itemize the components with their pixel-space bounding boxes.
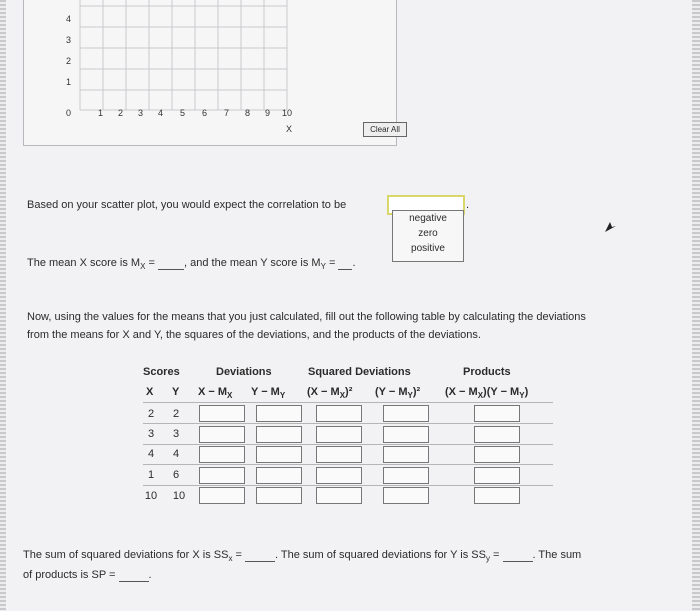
x-deviation-input[interactable] xyxy=(199,446,245,463)
cell-y: 3 xyxy=(172,428,180,440)
x-deviation-input[interactable] xyxy=(199,487,245,504)
mean-y-input[interactable] xyxy=(338,257,352,270)
y-squared-input[interactable] xyxy=(383,446,429,463)
y-deviation-input[interactable] xyxy=(256,405,302,422)
x-tick-label: 6 xyxy=(202,108,208,118)
x-tick-label: 4 xyxy=(158,108,164,118)
correlation-options xyxy=(392,210,464,262)
mean-x-text: The mean X score is M xyxy=(27,257,141,269)
col-y-dev-label: Y − M xyxy=(251,386,280,398)
col-product-b: )(Y − M xyxy=(483,386,520,398)
ssy-input[interactable] xyxy=(503,549,533,562)
table-row-divider xyxy=(143,402,553,403)
option-zero[interactable]: zero xyxy=(418,228,438,239)
x-tick-label: 5 xyxy=(180,108,186,118)
cell-y: 2 xyxy=(172,408,180,420)
ssx-text: The sum of squared deviations for X is SS xyxy=(23,549,229,561)
col-y-sq-open: (Y − M xyxy=(375,386,408,398)
y-deviation-input[interactable] xyxy=(256,446,302,463)
col-x-sq-close: )² xyxy=(345,386,353,398)
correlation-prompt: Based on your scatter plot, you would expect the correlation to be xyxy=(27,199,347,211)
y-deviation-input[interactable] xyxy=(256,467,302,484)
x-squared-input[interactable] xyxy=(316,405,362,422)
means-line xyxy=(27,257,356,271)
x-tick-label: 10 xyxy=(282,108,293,118)
header-deviations: Deviations xyxy=(216,366,272,378)
x-deviation-input[interactable] xyxy=(199,426,245,443)
sums-line-1 xyxy=(23,549,581,563)
sp-text: of products is SP = xyxy=(23,569,116,581)
ssy-subscript: y xyxy=(485,554,490,564)
x-tick-label: 8 xyxy=(245,108,251,118)
table-row-divider xyxy=(143,485,553,486)
means-end: . xyxy=(352,257,356,269)
cell-x: 10 xyxy=(144,490,158,502)
table-row-divider xyxy=(143,423,553,424)
col-y: Y xyxy=(172,386,180,398)
cell-x: 1 xyxy=(147,469,155,481)
table-row-divider xyxy=(143,464,553,465)
col-x-sq: $(X - M_X)^2$ xyxy=(307,386,353,401)
x-tick-label: 0 xyxy=(66,108,72,118)
table-row-divider xyxy=(143,444,553,445)
col-y-dev: $Y - M_Y$ xyxy=(251,386,286,401)
y-tick-label: 3 xyxy=(66,35,72,45)
ssy-equals: = xyxy=(493,549,500,561)
mean-x-input[interactable] xyxy=(158,257,184,270)
x-axis-label: X xyxy=(286,124,293,134)
mean-x-equals: = xyxy=(148,257,155,269)
col-x: X xyxy=(146,386,154,398)
correlation-period: . xyxy=(466,199,470,211)
scatter-plot-grid[interactable] xyxy=(24,0,396,145)
col-product-c: ) xyxy=(524,386,529,398)
scatter-plot-frame xyxy=(23,0,400,146)
col-x-dev: $X - M_X$ xyxy=(198,386,233,401)
y-tick-label: 1 xyxy=(66,77,72,87)
x-tick-label: 3 xyxy=(138,108,144,118)
mean-y-equals: = xyxy=(328,257,336,269)
cell-y: 10 xyxy=(172,490,186,502)
ssx-input[interactable] xyxy=(245,549,275,562)
y-tick-label: 2 xyxy=(66,56,72,66)
mean-y-text: , and the mean Y score is M xyxy=(184,257,321,269)
x-tick-label: 7 xyxy=(224,108,230,118)
sp-input[interactable] xyxy=(119,569,149,582)
x-tick-label: 9 xyxy=(265,108,271,118)
product-input[interactable] xyxy=(474,467,520,484)
sp-end: . xyxy=(148,569,152,581)
x-tick-label: 2 xyxy=(118,108,124,118)
cell-x: 4 xyxy=(147,448,155,460)
x-deviation-input[interactable] xyxy=(199,405,245,422)
product-input[interactable] xyxy=(474,487,520,504)
sums-line-2 xyxy=(23,569,152,582)
clear-all-button[interactable]: Clear All xyxy=(363,122,407,137)
cell-x: 3 xyxy=(147,428,155,440)
header-scores: Scores xyxy=(143,366,180,378)
x-tick-label: 1 xyxy=(98,108,104,118)
ssx-equals: = xyxy=(235,549,242,561)
ssx-subscript: x xyxy=(228,554,233,564)
x-squared-input[interactable] xyxy=(316,467,362,484)
col-x-dev-label: X − M xyxy=(198,386,228,398)
y-squared-input[interactable] xyxy=(383,487,429,504)
col-y-sq-close: )² xyxy=(412,386,421,398)
cell-y: 4 xyxy=(172,448,180,460)
ssy-text: . The sum of squared deviations for Y is SS xyxy=(275,549,486,561)
x-squared-input[interactable] xyxy=(316,426,362,443)
cell-y: 6 xyxy=(172,469,180,481)
y-tick-label: 4 xyxy=(66,14,72,24)
mean-y-subscript: Y xyxy=(320,262,326,272)
page xyxy=(6,0,692,611)
y-deviation-input[interactable] xyxy=(256,426,302,443)
mouse-cursor-icon xyxy=(603,220,617,234)
product-input[interactable] xyxy=(474,426,520,443)
y-squared-input[interactable] xyxy=(383,426,429,443)
mean-x-subscript: X xyxy=(140,262,146,272)
x-squared-input[interactable] xyxy=(316,487,362,504)
product-input[interactable] xyxy=(474,405,520,422)
col-product-a: (X − M xyxy=(445,386,478,398)
sum-tail: . The sum xyxy=(532,549,582,561)
col-x-sq-open: (X − M xyxy=(307,386,340,398)
header-squared-deviations: Squared Deviations xyxy=(308,366,411,378)
col-product: $(X - M_X)(Y - M_Y)$ xyxy=(445,386,529,401)
product-input[interactable] xyxy=(474,446,520,463)
option-negative[interactable]: negative xyxy=(409,213,447,224)
y-deviation-input[interactable] xyxy=(256,487,302,504)
y-squared-input[interactable] xyxy=(383,467,429,484)
option-positive[interactable]: positive xyxy=(411,243,445,254)
y-squared-input[interactable] xyxy=(383,405,429,422)
cell-x: 2 xyxy=(147,408,155,420)
header-products: Products xyxy=(463,366,511,378)
instructions-line-2: from the means for X and Y, the squares of the deviations, and the products of the deviations. xyxy=(27,329,481,341)
x-deviation-input[interactable] xyxy=(199,467,245,484)
instructions-line-1: Now, using the values for the means that you just calculated, fill out the following table by calculating the deviations xyxy=(27,311,586,323)
page-edge-right xyxy=(692,0,700,611)
col-y-sq: $(Y - M_Y)^2$ xyxy=(375,386,421,401)
x-squared-input[interactable] xyxy=(316,446,362,463)
